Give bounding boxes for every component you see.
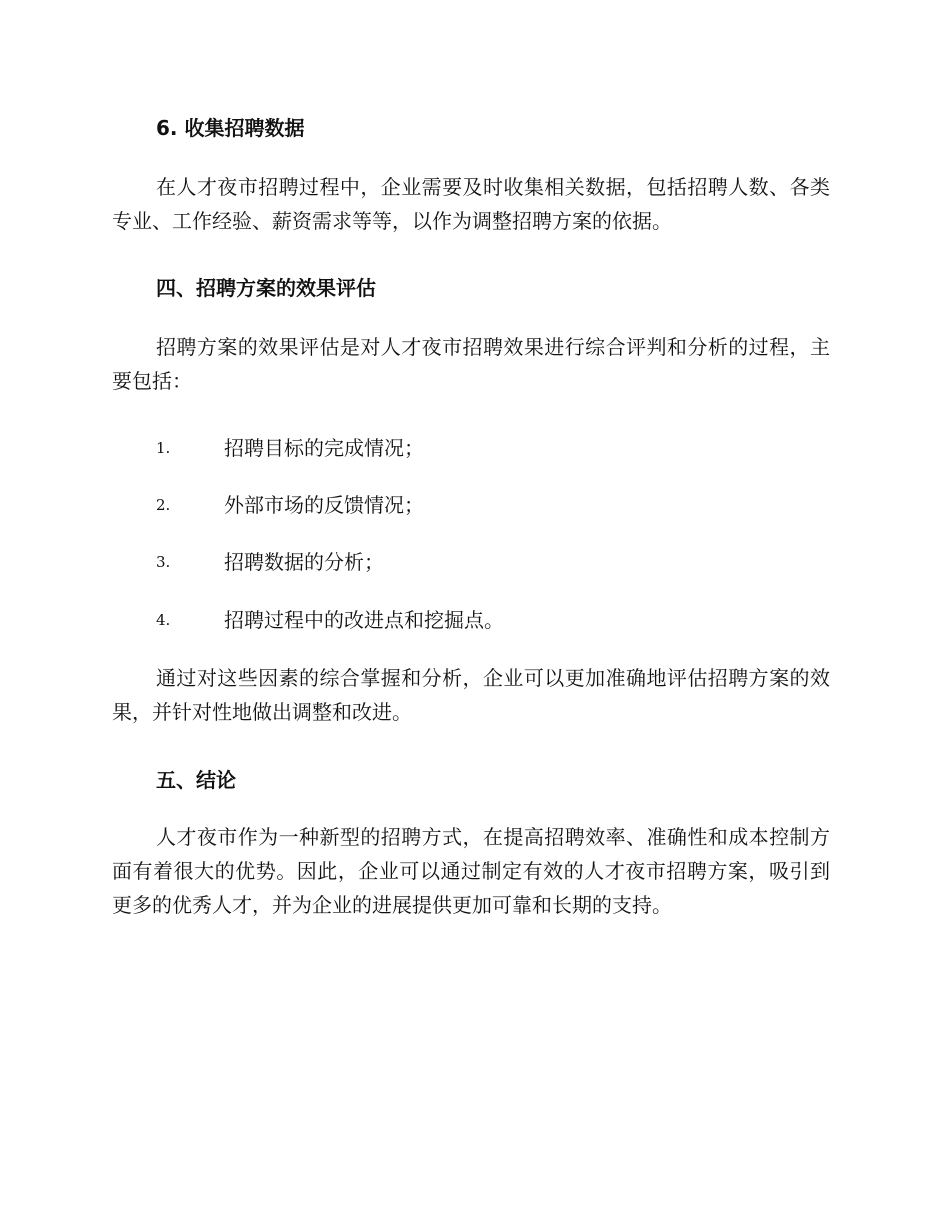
list-text: 招聘目标的完成情况； — [224, 436, 424, 460]
list-text: 招聘过程中的改进点和挖掘点。 — [224, 608, 504, 632]
paragraph-evaluation-summary: 通过对这些因素的综合掌握和分析，企业可以更加准确地评估招聘方案的效果，并针对性地做出调整和改进。 — [112, 666, 830, 724]
section-heading-evaluation: 四、招聘方案的效果评估 — [156, 276, 376, 300]
paragraph-conclusion: 人才夜市作为一种新型的招聘方式，在提高招聘效率、准确性和成本控制方面有着很大的优势。因此，企业可以通过制定有效的人才夜市招聘方案，吸引到更多的优秀人才，并为企业的进展提供更加可靠和长期的支持。 — [112, 825, 830, 917]
paragraph-evaluation-intro: 招聘方案的效果评估是对人才夜市招聘效果进行综合评判和分析的过程，主要包括： — [112, 335, 830, 393]
list-text: 招聘数据的分析； — [224, 550, 384, 574]
list-number: 2. — [156, 496, 171, 514]
list-number: 3. — [156, 553, 171, 571]
section-heading-collect-data: 6. 收集招聘数据 — [156, 116, 305, 140]
list-number: 4. — [156, 611, 171, 629]
list-text: 外部市场的反馈情况； — [224, 493, 424, 517]
list-number: 1. — [156, 439, 171, 457]
paragraph-collect-data: 在人才夜市招聘过程中，企业需要及时收集相关数据，包括招聘人数、各类专业、工作经验、薪资需求等等，以作为调整招聘方案的依据。 — [112, 175, 830, 233]
section-heading-conclusion: 五、结论 — [156, 768, 236, 792]
